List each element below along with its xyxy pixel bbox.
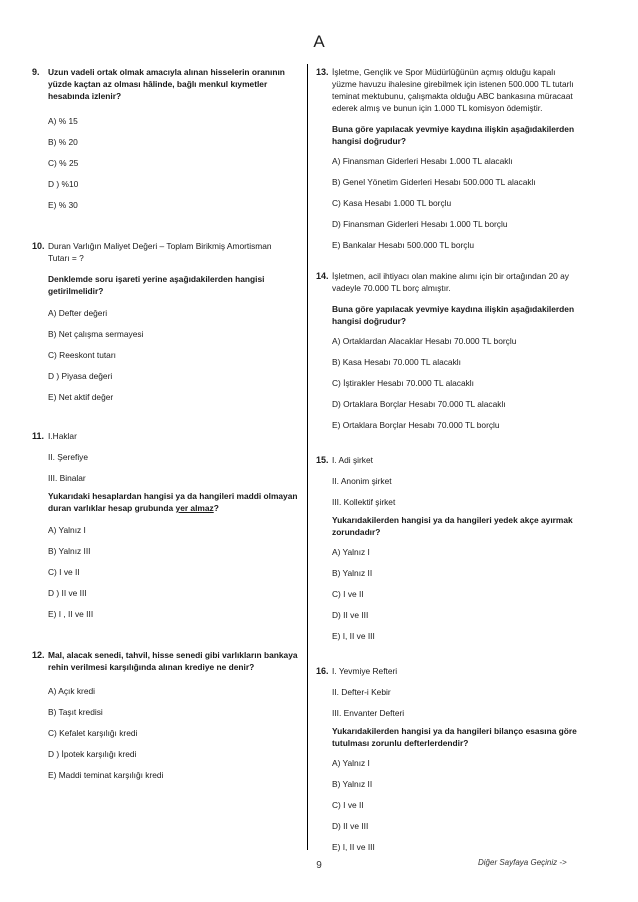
option-a[interactable]: A) Açık kredi	[48, 686, 96, 696]
stem-line: İşletme, Gençlik ve Spor Müdürlüğünün açmış olduğu kapalı	[332, 67, 556, 77]
question-number: 10.	[32, 241, 45, 251]
option-d[interactable]: D) II ve III	[332, 610, 369, 620]
statement-item: II. Anonim şirket	[332, 476, 392, 486]
statement-item: II. Defter-i Kebir	[332, 687, 391, 697]
option-c[interactable]: C) I ve II	[332, 589, 364, 599]
stem-line: rehin verilmesi karşılığında alınan krediye ne denir?	[48, 662, 255, 672]
option-e[interactable]: E) Ortaklara Borçlar Hesabı 70.000 TL borçlu	[332, 420, 500, 430]
statement-item: III. Kollektif şirket	[332, 497, 396, 507]
prompt-line: hangisi doğrudur?	[332, 316, 406, 326]
option-a[interactable]: A) Yalnız I	[332, 547, 370, 557]
statement-item: I. Yevmiye Refteri	[332, 666, 398, 676]
question-number: 12.	[32, 650, 45, 660]
option-b[interactable]: B) Kasa Hesabı 70.000 TL alacaklı	[332, 357, 461, 367]
question-prompt	[48, 273, 296, 297]
booklet-letter: A	[313, 32, 325, 51]
option-c[interactable]: C) Reeskont tutarı	[48, 350, 116, 360]
option-e[interactable]: E) Maddi teminat karşılığı kredi	[48, 770, 164, 780]
column-divider	[307, 64, 308, 850]
prompt-text: duran varlıklar hesap grubunda	[48, 503, 176, 513]
question-13	[318, 66, 596, 260]
option-a[interactable]: A) Yalnız I	[48, 525, 86, 535]
prompt-emphasis: yer almaz	[175, 503, 214, 513]
option-e[interactable]: E) I, II ve III	[332, 631, 375, 641]
question-stem	[332, 270, 596, 294]
prompt-line: Buna göre yapılacak yevmiye kaydına ilişkin aşağıdakilerden	[332, 304, 575, 314]
statement-item: III. Binalar	[48, 473, 86, 483]
option-c[interactable]: C) İştirakler Hesabı 70.000 TL alacaklı	[332, 378, 474, 388]
option-d[interactable]: D) Finansman Giderleri Hesabı 1.000 TL borçlu	[332, 219, 508, 229]
option-a[interactable]: A) Yalnız I	[332, 758, 370, 768]
question-15	[318, 454, 596, 651]
option-b[interactable]: B) Yalnız II	[332, 568, 373, 578]
option-e[interactable]: E) I , II ve III	[48, 609, 94, 619]
option-c[interactable]: C) Kasa Hesabı 1.000 TL borçlu	[332, 198, 452, 208]
option-e[interactable]: E) I, II ve III	[332, 842, 375, 852]
option-b[interactable]: B) Yalnız III	[48, 546, 91, 556]
question-prompt	[48, 490, 296, 514]
option-a[interactable]: A) Defter değeri	[48, 308, 108, 318]
stem-line: Tutarı = ?	[48, 253, 84, 263]
stem-line: yüzde kaçtan az olması hâlinde, bağlı menkul kıymetler	[48, 79, 268, 89]
stem-line: yüzme havuzu ihalesine girebilmek için istenen 500.000 TL tutarlı	[332, 79, 574, 89]
option-d[interactable]: D ) II ve III	[48, 588, 87, 598]
option-b[interactable]: B) Genel Yönetim Giderleri Hesabı 500.000 TL alacaklı	[332, 177, 536, 187]
stem-line: teminat mektubunu, çalışmakta olduğu ABC bankasına müracaat	[332, 91, 573, 101]
stem-line: Mal, alacak senedi, tahvil, hisse senedi gibi varlıkların bankaya	[48, 650, 298, 660]
question-stem	[48, 649, 296, 673]
question-stem	[48, 240, 296, 264]
option-d[interactable]: D ) İpotek karşılığı kredi	[48, 749, 137, 759]
question-number: 13.	[316, 67, 329, 77]
prompt-line: getirilmelidir?	[48, 286, 104, 296]
prompt-line: Buna göre yapılacak yevmiye kaydına ilişkin aşağıdakilerden	[332, 124, 575, 134]
option-a[interactable]: A) Ortaklardan Alacaklar Hesabı 70.000 TL borçlu	[332, 336, 517, 346]
option-c[interactable]: C) % 25	[48, 158, 79, 168]
option-d[interactable]: D) II ve III	[332, 821, 369, 831]
stem-line: vadeyle 70.000 TL borç almıştır.	[332, 283, 451, 293]
stem-line: hesabında izlenir?	[48, 91, 122, 101]
prompt-line: Yukarıdakilerden hangisi ya da hangileri bilanço esasına göre	[332, 726, 577, 736]
prompt-text: ?	[213, 503, 219, 513]
prompt-line: tutulması zorunlu defterlerdendir?	[332, 738, 469, 748]
question-prompt	[332, 303, 596, 327]
question-number: 16.	[316, 666, 329, 676]
question-14	[318, 270, 596, 440]
option-b[interactable]: B) % 20	[48, 137, 78, 147]
question-stem	[48, 66, 296, 102]
option-c[interactable]: C) I ve II	[332, 800, 364, 810]
option-d[interactable]: D ) %10	[48, 179, 79, 189]
question-number: 11.	[32, 431, 45, 441]
question-9	[34, 66, 296, 220]
page-number: 9	[316, 860, 322, 871]
option-b[interactable]: B) Yalnız II	[332, 779, 373, 789]
option-b[interactable]: B) Net çalışma sermayesi	[48, 329, 144, 339]
stem-line: Duran Varlığın Maliyet Değeri – Toplam Birikmiş Amortisman	[48, 241, 272, 251]
statement-item: I.Haklar	[48, 431, 77, 441]
option-d[interactable]: D) Ortaklara Borçlar Hesabı 70.000 TL alacaklı	[332, 399, 506, 409]
question-16	[318, 665, 596, 862]
stem-line: İşletmen, acil ihtiyacı olan makine alımı için bir ortağından 20 ay	[332, 271, 569, 281]
option-e[interactable]: E) Bankalar Hesabı 500.000 TL borçlu	[332, 240, 474, 250]
right-column	[318, 66, 596, 862]
stem-line: ederek almış ve bunun için 1.000 TL komisyon ödemiştir.	[332, 103, 543, 113]
left-column	[34, 66, 296, 790]
option-e[interactable]: E) Net aktif değer	[48, 392, 114, 402]
option-a[interactable]: A) % 15	[48, 116, 78, 126]
question-prompt	[332, 725, 596, 749]
next-page-note: Diğer Sayfaya Geçiniz ->	[478, 858, 567, 867]
stem-line: Uzun vadeli ortak olmak amacıyla alınan hisselerin oranının	[48, 67, 285, 77]
option-c[interactable]: C) Kefalet karşılığı kredi	[48, 728, 138, 738]
question-prompt	[332, 123, 596, 147]
prompt-line: Yukarıdaki hesaplardan hangisi ya da hangileri maddi olmayan	[48, 491, 298, 501]
question-stem	[332, 66, 596, 114]
prompt-line	[48, 502, 296, 514]
statement-item: III. Envanter Defteri	[332, 708, 405, 718]
statement-item: I. Adi şirket	[332, 455, 373, 465]
question-12	[34, 649, 296, 790]
option-b[interactable]: B) Taşıt kredisi	[48, 707, 103, 717]
prompt-line: Denklemde soru işareti yerine aşağıdakilerden hangisi	[48, 274, 265, 284]
question-10	[34, 240, 296, 412]
question-number: 14.	[316, 271, 329, 281]
option-c[interactable]: C) I ve II	[48, 567, 80, 577]
question-number: 15.	[316, 455, 329, 465]
prompt-line: zorundadır?	[332, 527, 381, 537]
question-11	[34, 430, 296, 629]
question-number: 9.	[32, 67, 40, 77]
statement-item: II. Şerefiye	[48, 452, 89, 462]
prompt-line: hangisi doğrudur?	[332, 136, 406, 146]
prompt-line: Yukarıdakilerden hangisi ya da hangileri yedek akçe ayırmak	[332, 515, 573, 525]
question-prompt	[332, 514, 596, 538]
option-a[interactable]: A) Finansman Giderleri Hesabı 1.000 TL alacaklı	[332, 156, 513, 166]
option-e[interactable]: E) % 30	[48, 200, 78, 210]
option-d[interactable]: D ) Piyasa değeri	[48, 371, 113, 381]
